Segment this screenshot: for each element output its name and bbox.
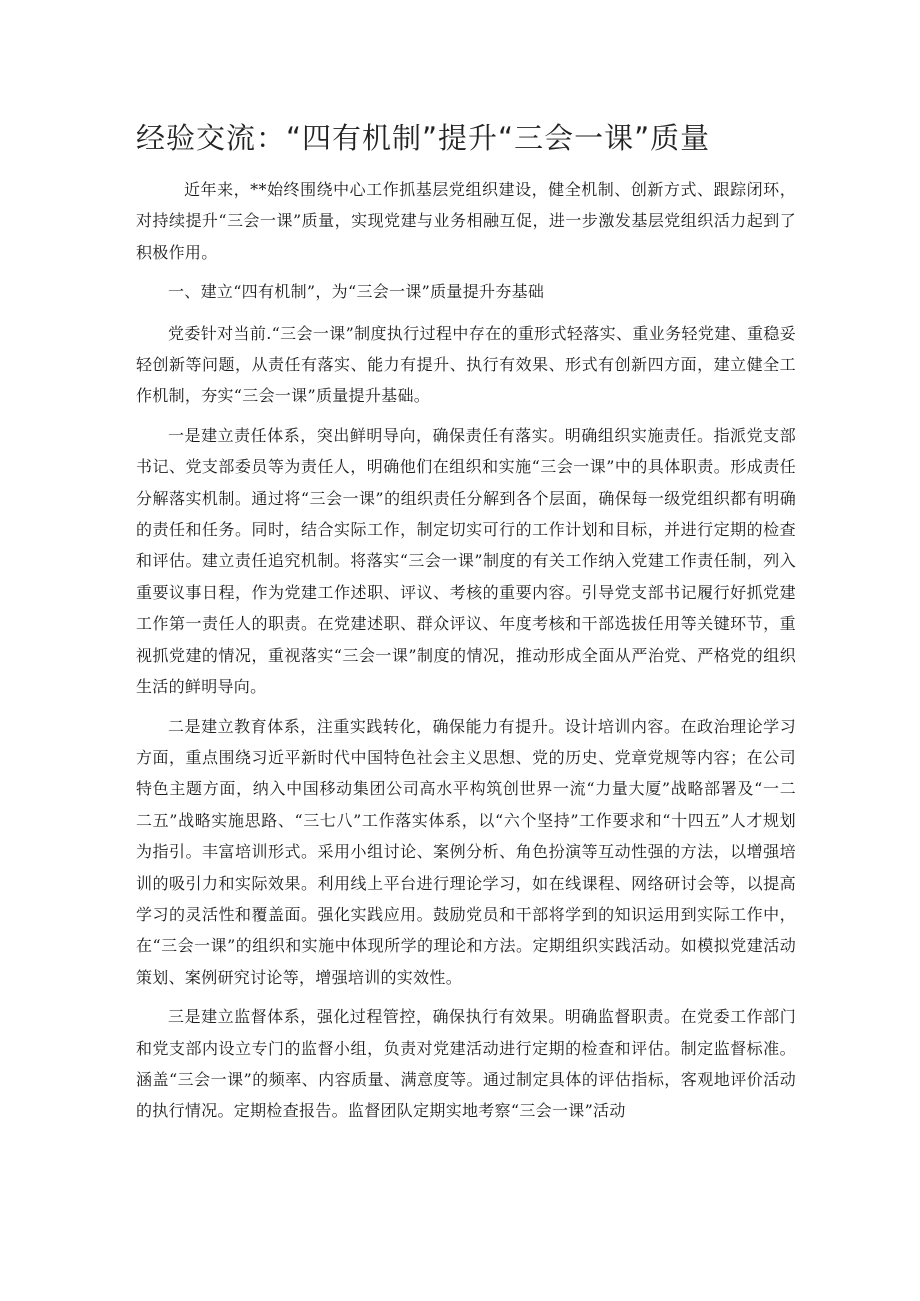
education-system-paragraph: 二是建立教育体系，注重实践转化，确保能力有提升。设计培训内容。在政治理论学习方面，重点围绕习近平新时代中国特色社会主义思想、党的历史、党章党规等内容；在公司特色主题方面，纳入中国移动集团公司高水平构筑创世界一流“力量大厦”战略部署及“一二二五”战略实施思路、“三七八”工作落实体系，以“六个坚持”工作要求和“十四五”人才规划为指引。丰富培训形式。采用小组讨论、案例分析、角色扮演等互动性强的方法，以增强培训的吸引力和实际效果。利用线上平台进行理论学习，如在线课程、网络研讨会等，以提高学习的灵活性和覆盖面。强化实践应用。鼓励党员和干部将学到的知识运用到实际工作中，在“三会一课”的组织和实施中体现所学的理论和方法。定期组织实践活动。如模拟党建活动策划、案例研究讨论等，增强培训的实效性。 [136,716,796,987]
responsibility-system-paragraph: 一是建立责任体系，突出鲜明导向，确保责任有落实。明确组织实施责任。指派党支部书记、党支部委员等为责任人，明确他们在组织和实施“三会一课”中的具体职责。形成责任分解落实机制。通过将“三会一课”的组织责任分解到各个层面，确保每一级党组织都有明确的责任和任务。同时，结合实际工作，制定切实可行的工作计划和目标，并进行定期的检查和评估。建立责任追究机制。将落实“三会一课”制度的有关工作纳入党建工作责任制，列入重要议事日程，作为党建工作述职、评议、考核的重要内容。引导党支部书记履行好抓党建工作第一责任人的职责。在党建述职、群众评议、年度考核和干部选拔任用等关键环节，重视抓党建的情况，重视落实“三会一课”制度的情况，推动形成全面从严治党、严格党的组织生活的鲜明导向。 [136,425,796,697]
document-body [136,174,796,1135]
intro-paragraph: 近年来，**始终围绕中心工作抓基层党组织建设，健全机制、创新方式、跟踪闭环，对持续提升“三会一课”质量，实现党建与业务相融互促，进一步激发基层党组织活力起到了积极作用。 [136,180,796,262]
document-title: 经验交流：“四有机制”提升“三会一课”质量 [136,121,711,155]
section-1-summary-paragraph: 党委针对当前.“三会一课”制度执行过程中存在的重形式轻落实、重业务轻党建、重稳妥轻创新等问题，从责任有落实、能力有提升、执行有效果、形式有创新四方面，建立健全工作机制，夯实“三会一课”质量提升基础。 [136,323,796,406]
section-heading-1: 一、建立“四有机制”，为“三会一课”质量提升夯基础 [168,282,545,302]
supervision-system-paragraph: 三是建立监督体系，强化过程管控，确保执行有效果。明确监督职责。在党委工作部门和党支部内设立专门的监督小组，负责对党建活动进行定期的检查和评估。制定监督标准。涵盖“三会一课”的频率、内容质量、满意度等。通过制定具体的评估指标，客观地评价活动的执行情况。定期检查报告。监督团队定期实地考察“三会一课”活动 [136,1007,796,1121]
